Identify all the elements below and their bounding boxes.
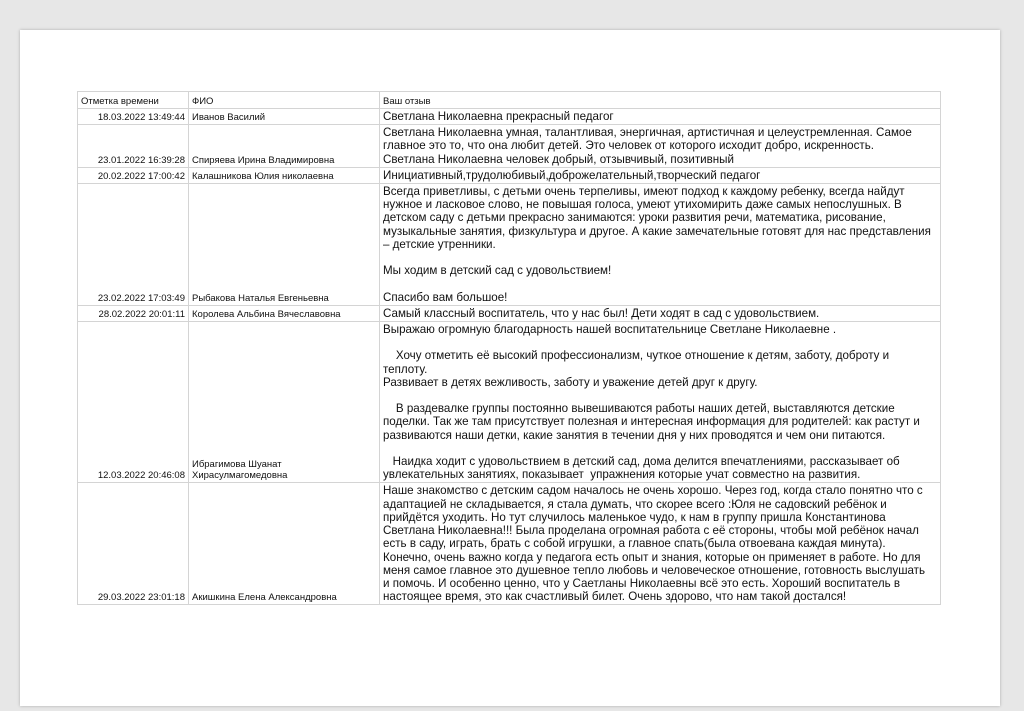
table-row bbox=[78, 483, 941, 605]
row-time: 23.02.2022 17:03:49 bbox=[78, 184, 189, 306]
row-name: Иванов Василий bbox=[189, 109, 380, 125]
header-time: Отметка времени bbox=[78, 92, 189, 109]
row-review: Светлана Николаевна умная, талантливая, энергичная, артистичная и целеустремленная. Самое главное это то, что она любит детей. Это человек от которого исходит добро, искренность. Светлана Николаевна человек добрый, отзывчивый, позитивный bbox=[380, 125, 941, 168]
row-time: 20.02.2022 17:00:42 bbox=[78, 167, 189, 183]
row-review: Всегда приветливы, с детьми очень терпеливы, имеют подход к каждому ребенку, всегда найдут нужное и ласковое слово, не повышая голоса, умеют утихомирить даже самых непослушных. В детском саду с детьми прекрасно занимаются: уроки развития речи, математика, рисование, музыкальные занятия, физкультура и другое. А какие замечательные готовят для нас представления – детские утренники. Мы ходим в детский сад с удовольствием! Спасибо вам большое! bbox=[380, 184, 941, 306]
row-review: Самый классный воспитатель, что у нас был! Дети ходят в сад с удовольствием. bbox=[380, 305, 941, 321]
row-name: Королева Альбина Вячеславовна bbox=[189, 305, 380, 321]
feedback-table bbox=[77, 91, 941, 605]
document-page bbox=[20, 30, 1000, 706]
header-review: Ваш отзыв bbox=[380, 92, 941, 109]
table-row bbox=[78, 167, 941, 183]
table-row bbox=[78, 125, 941, 168]
table-row bbox=[78, 305, 941, 321]
row-review: Наше знакомство с детским садом началось не очень хорошо. Через год, когда стало понятно что с адаптацией не складывается, я стала думать, что скорее всего :Юля не садовский ребёнок и прийдётся уходить. Но тут случилось маленькое чудо, к нам в группу пришла Константинова Светлана Николаевна!!! Была проделана огромная работа с её стороны, чтобы мой ребёнок начал есть в саду, играть, брать с собой игрушки, а главное спать(была отвоевана каждая минута). Конечно, очень важно когда у педагога есть опыт и знания, которые он применяет в работе. Но для меня самое главное это душевное тепло любовь и человеческое отношение, готовность выслушать и помочь. И особенно ценно, что у Саетланы Николаевны всё это есть. Хороший воспитатель в настоящее время, это как счастливый билет. Очень здорово, что нам такой достался! bbox=[380, 483, 941, 605]
row-time: 12.03.2022 20:46:08 bbox=[78, 322, 189, 483]
row-name: Спиряева Ирина Владимировна bbox=[189, 125, 380, 168]
table-row bbox=[78, 184, 941, 306]
row-time: 18.03.2022 13:49:44 bbox=[78, 109, 189, 125]
row-name: Ибрагимова Шуанат Хирасулмагомедовна bbox=[189, 322, 380, 483]
row-time: 23.01.2022 16:39:28 bbox=[78, 125, 189, 168]
row-review: Выражаю огромную благодарность нашей воспитательнице Светлане Николаевне . Хочу отметить её высокий профессионализм, чуткое отношение к детям, заботу, доброту и теплоту. Развивает в детях вежливость, заботу и уважение детей друг к другу. В раздевалке группы постоянно вывешиваются работы наших детей, выставляются детские поделки. Так же там присутствует полезная и интересная информация для родителей: как растут и развиваются наши детки, какие занятия в течении дня у них проводятся и чем они питаются. Наидка ходит с удовольствием в детский сад, дома делится впечатлениями, рассказывает об увлекательных занятиях, показывает упражнения которые учат совместно на развития. bbox=[380, 322, 941, 483]
row-review: Инициативный,трудолюбивый,доброжелательный,творческий педагог bbox=[380, 167, 941, 183]
row-time: 28.02.2022 20:01:11 bbox=[78, 305, 189, 321]
table-row bbox=[78, 109, 941, 125]
table-row bbox=[78, 322, 941, 483]
row-name: Рыбакова Наталья Евгеньевна bbox=[189, 184, 380, 306]
header-name: ФИО bbox=[189, 92, 380, 109]
row-name: Калашникова Юлия николаевна bbox=[189, 167, 380, 183]
row-time: 29.03.2022 23:01:18 bbox=[78, 483, 189, 605]
header-row bbox=[78, 92, 941, 109]
row-review: Светлана Николаевна прекрасный педагог bbox=[380, 109, 941, 125]
row-name: Акишкина Елена Александровна bbox=[189, 483, 380, 605]
